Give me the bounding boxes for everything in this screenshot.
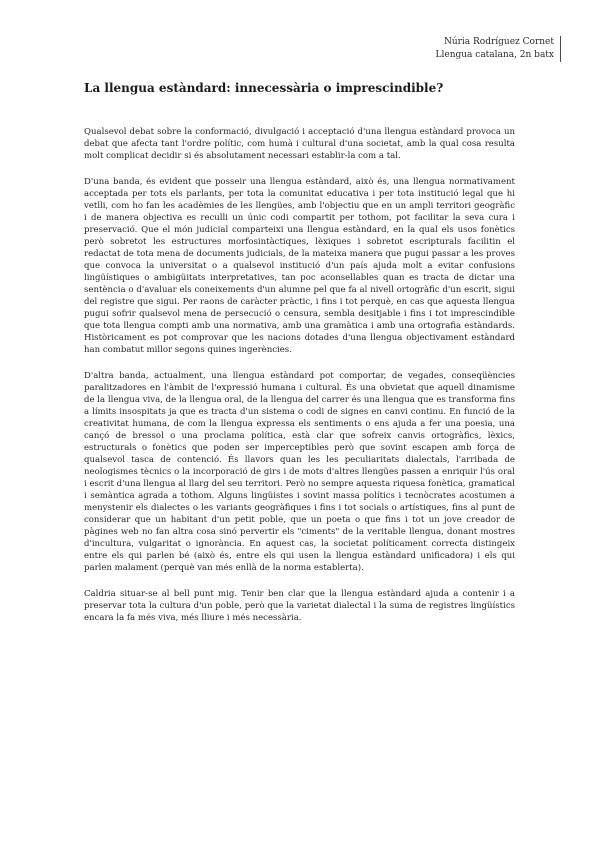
author-name: Núria Rodríguez Cornet [443, 37, 554, 47]
document-title: La llengua estàndard: innecessària o imprescindible? [84, 81, 444, 95]
document-body [84, 126, 515, 624]
paragraph-intro: Qualsevol debat sobre la conformació, divulgació i acceptació d'una llengua estàndard provoca un debat que afecta tant l'ordre polític, com humà i cultural d'una societat, amb la qual cosa resulta molt complicat decidir si és absolutament necessari establir-la com a tal. [84, 127, 515, 161]
paragraph-arguments-against: D'altra banda, actualment, una llengua estàndard pot comportar, de vegades, conseqüències paralitzadores en l'àmbit de l'expressió humana i cultural. És una obvietat que aquell dinamisme de la llengua viva, de la llengua oral, de la llengua del carrer és una llengua que es transforma fins a límits insospitats ja que es tracta d'un sistema o codi de signes en canvi continu. En funció de la creativitat humana, de com la llengua expressa els sentiments o ens ajuda a fer una poesia, una cançó de bressol o una proclama política, està clar que sofreix canvis ortogràfics, lèxics, estructurals o fonètics que poden ser imperceptibles però que sovint escapen amb força de qualsevol tasca de contenció. És llavors quan les les peculiaritats dialectals, l'arribada de neologismes tècnics o la incorporació de girs i de mots d'altres llengües passen a enriquir l'ús oral i escrit d'una llengua al llarg del seu territori. Però no sempre aquesta riquesa fonètica, gramatical i semàntica agrada a tothom. Alguns lingüistes i sovint massa polítics i tecnòcrates acostumen a menystenir els dialectes o les variants geogràfiques i fins i tot socials o artístiques, fins al punt de considerar que un habitant d'un petit poble, que un poeta o que fins i tot un jove creador de pàgines web no fan altra cosa sinó pervertir els "ciments" de la veritable llengua, donant mostres d'incultura, vulgaritat o ignorància. En aquest cas, la societat políticament correcta distingeix entre els qui parlen bé (això és, entre els qui usen la llengua estàndard unificadora) i els qui parlen malament (perquè van més enllà de la norma establerta). [84, 371, 515, 573]
paragraph-arguments-for: D'una banda, és evident que posseir una llengua estàndard, això és, una llengua normativament acceptada per tots els parlants, per tota la comunitat educativa i per tota institució legal que hi vetlli, com ho fan les acadèmies de les llengües, amb l'objectiu que en un ampli territori geogràfic i de manera objectiva es reculli un únic codi compartit per tothom, pot facilitar la seva cura i preservació. Que el món judicial comparteixi una llengua estàndard, en la qual els usos fonètics però sobretot les estructures morfosintàctiques, lèxiques i sobretot escripturals facilitin el redactat de tota mena de documents judicials, de la mateixa manera que pugui passar a les proves que convoca la universitat o a qualsevol institució d'un país ajuda molt a evitar confusions lingüístiques o ambigüitats interpretatives, tan poc aconsellables quan es tracta de dictar una sentència o d'avaluar els coneixements d'un alumne pel que fa al nivell ortogràfic d'un escrit, sigui del registre que sigui. Per raons de caràcter pràctic, i fins i tot perquè, en cas que aquesta llengua pugui sofrir qualsevol mena de persecució o censura, sembla desitjable i fins i tot imprescindible que tota llengua compti amb una normativa, amb una gramàtica i amb una ortografia estàndards. Històricament es pot comprovar que les nacions dotades d'una llengua objectivament estàndard han combatut millor segons quines ingerències. [84, 177, 515, 355]
paragraph-conclusion: Caldria situar-se al bell punt mig. Tenir ben clar que la llengua estàndard ajuda a contenir i a preservar tota la cultura d'un poble, però que la varietat dialectal i la suma de registres lingüístics encara la fa més viva, més lliure i més necessària. [84, 589, 515, 623]
page-header [354, 36, 561, 62]
course-name: Llengua catalana, 2n batx [435, 50, 554, 60]
